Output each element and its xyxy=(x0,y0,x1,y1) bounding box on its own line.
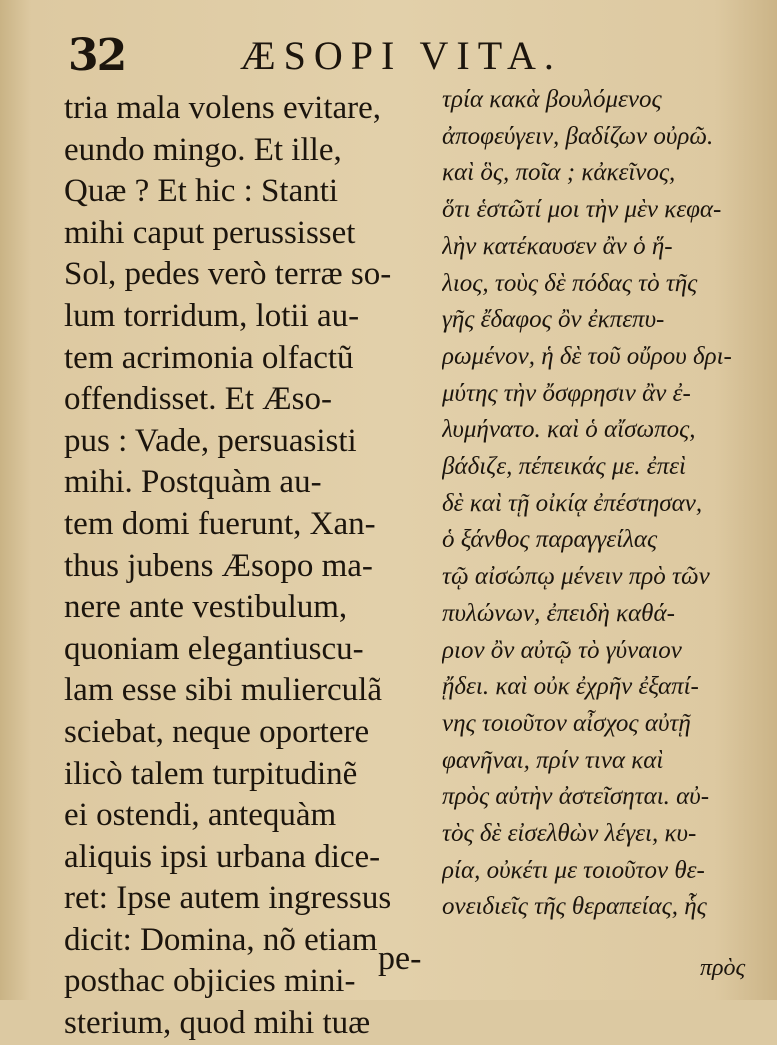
latin-line: dicit: Domina, nõ etiam xyxy=(64,921,378,958)
greek-line: φανῆναι, πρίν τινα καὶ xyxy=(442,746,664,774)
latin-line: mihi. Postquàm au- xyxy=(64,464,322,501)
greek-line: γῆς ἔδαφος ὂν ἐκπεπυ- xyxy=(442,306,665,334)
greek-line: ριον ὂν αὐτῷ τὸ γύναιον xyxy=(442,636,682,664)
latin-line: sterium, quod mihi tuæ xyxy=(64,1005,371,1042)
latin-line: ilicò talem turpitudinẽ xyxy=(64,755,358,792)
latin-catchword: pe- xyxy=(378,940,422,977)
latin-line: Quæ ? Et hic : Stanti xyxy=(64,173,339,210)
greek-catchword: πρὸς xyxy=(700,955,746,981)
greek-line: βάδιζε, πέπεικάς με. ἐπεὶ xyxy=(442,453,686,481)
latin-line: sciebat, neque oportere xyxy=(64,713,370,750)
greek-line: πυλώνων, ἐπειδὴ καθά- xyxy=(442,599,675,627)
greek-line: τῷ αἰσώπῳ μένειν πρὸ τῶν xyxy=(442,563,710,591)
latin-line: mihi caput perussisset xyxy=(64,214,356,251)
latin-line: pus : Vade, persuasisti xyxy=(64,422,357,459)
greek-line: ρωμένον, ἡ δὲ τοῦ οὔρου δρι- xyxy=(442,342,732,370)
greek-line: ἀποφεύγειν, βαδίζων οὐρῶ. xyxy=(442,122,714,150)
latin-line: ret: Ipse autem ingressus xyxy=(64,880,392,917)
latin-line: thus jubens Æsopo ma- xyxy=(64,547,373,584)
latin-line: tria mala volens evitare, xyxy=(64,90,382,126)
latin-line: quoniam elegantiuscu- xyxy=(64,630,364,667)
latin-line: Sol, pedes verò terræ so- xyxy=(64,256,392,293)
running-head: ÆSOPI VITA. xyxy=(240,33,562,78)
greek-line: τρία κακὰ βουλόμενος xyxy=(442,86,662,113)
page-number: 32 xyxy=(68,30,126,81)
latin-column xyxy=(64,88,434,1045)
page-header xyxy=(62,30,757,90)
greek-line: ᾔδει. καὶ οὐκ ἐχρῆν ἐξαπί- xyxy=(442,673,699,701)
latin-line: posthac objicies mini- xyxy=(64,963,356,1000)
greek-line: καὶ ὃς, ποῖα ; κἀκεῖνος, xyxy=(442,159,676,187)
latin-line: tem acrimonia olfactũ xyxy=(64,339,354,376)
latin-line: lam esse sibi mulierculã xyxy=(64,672,382,709)
greek-line: ὁ ξάνθος παραγγείλας xyxy=(442,526,658,554)
latin-line: aliquis ipsi urbana dice- xyxy=(64,838,381,875)
latin-line: lum torridum, lotii au- xyxy=(64,297,360,334)
latin-line: ei ostendi, antequàm xyxy=(64,797,337,834)
latin-line: eundo mingo. Et ille, xyxy=(64,131,342,168)
greek-line: νης τοιοῦτον αἶσχος αὐτῇ xyxy=(442,709,691,737)
greek-line: τὸς δὲ εἰσελθὼν λέγει, κυ- xyxy=(442,820,697,848)
greek-line: λὴν κατέκαυσεν ἂν ὁ ἥ- xyxy=(442,232,673,260)
latin-line: nere ante vestibulum, xyxy=(64,589,348,626)
greek-line: ρία, οὐκέτι με τοιοῦτον θε- xyxy=(442,856,705,884)
greek-line: λυμήνατο. καὶ ὁ αἴσωπος, xyxy=(442,416,696,444)
greek-line: λιος, τοὺς δὲ πόδας τὸ τῆς xyxy=(442,269,698,297)
greek-line: ονειδιεῖς τῆς θεραπείας, ἧς xyxy=(442,893,707,921)
greek-line: πρὸς αὐτὴν ἀστεῖσηται. αὐ- xyxy=(442,783,710,811)
greek-line: δὲ καὶ τῇ οἰκίᾳ ἐπέστησαν, xyxy=(442,489,703,517)
latin-line: offendisset. Et Æso- xyxy=(64,381,332,418)
greek-line: μύτης τὴν ὄσφρησιν ἂν ἐ- xyxy=(442,379,691,407)
greek-column xyxy=(442,82,772,926)
greek-line: ὅτι ἑστῶτί μοι τὴν μὲν κεφα- xyxy=(442,196,722,224)
latin-line: tem domi fuerunt, Xan- xyxy=(64,505,376,542)
